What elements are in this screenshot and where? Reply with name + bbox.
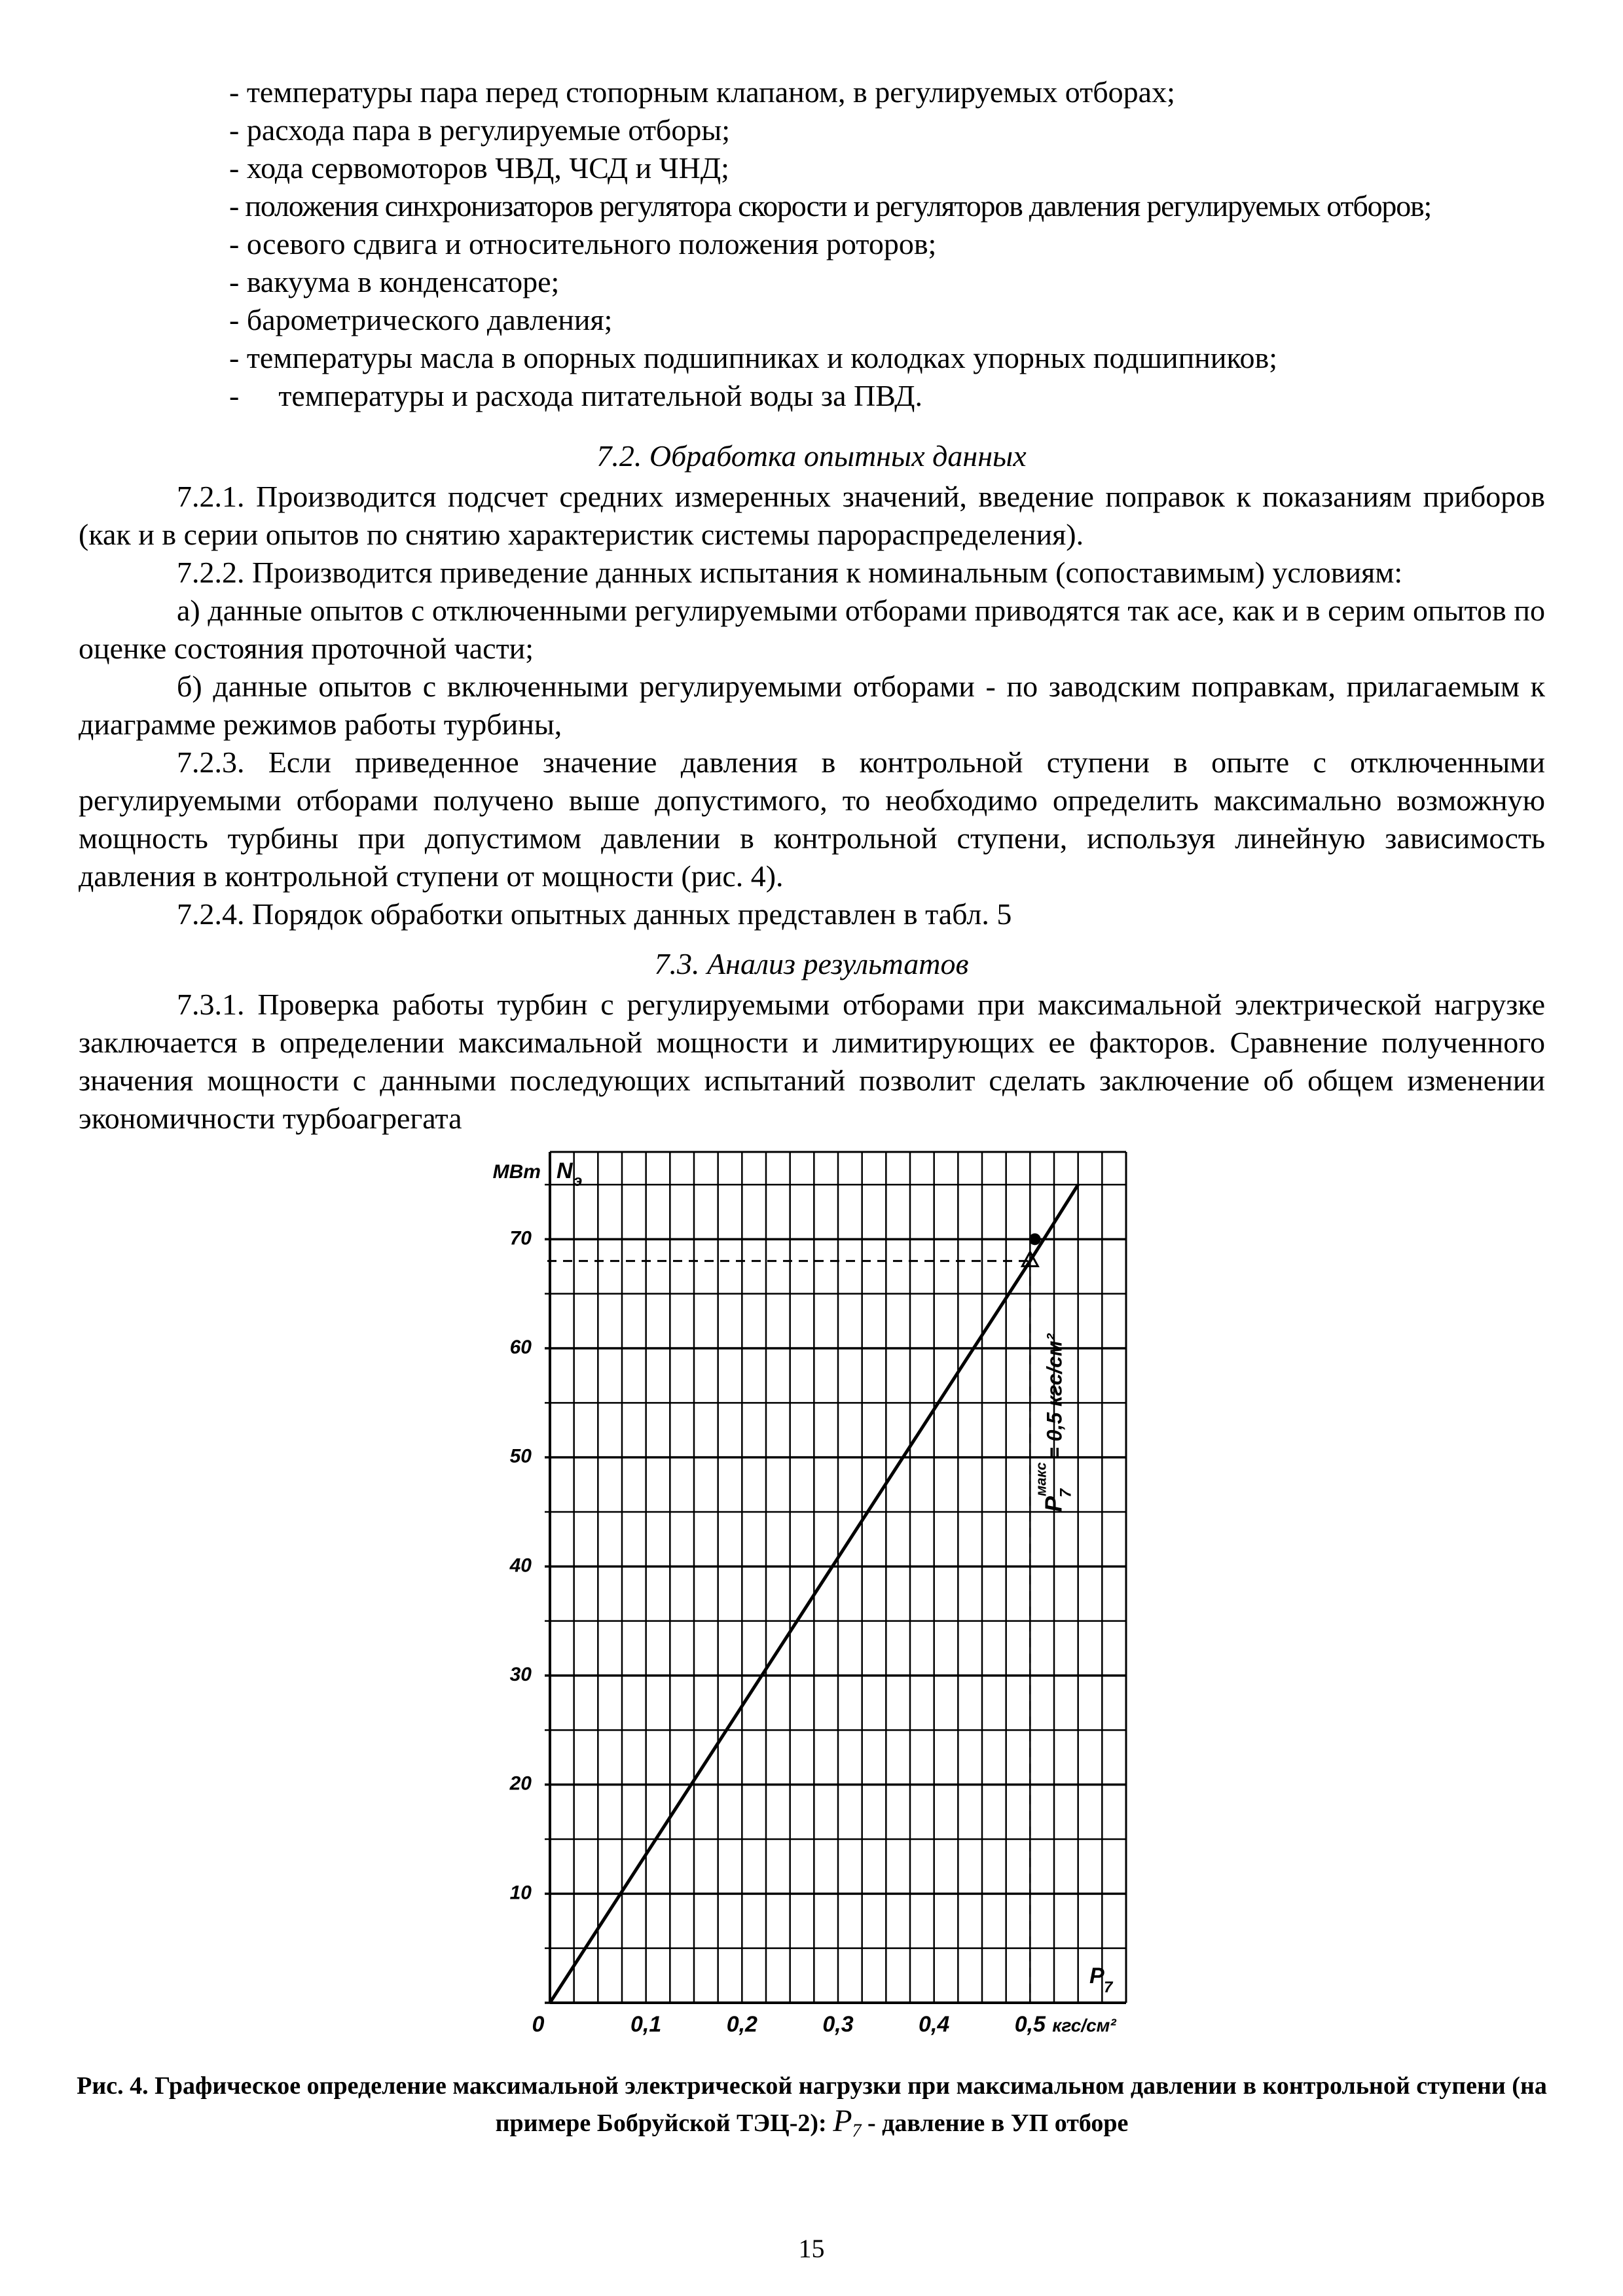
limit-label-value: = 0,5 кгс/см²	[1042, 1333, 1067, 1460]
x-tick-label: 0	[532, 2012, 545, 2037]
limit-label-sub: 7	[1057, 1488, 1075, 1498]
figure-caption	[72, 2068, 1552, 2149]
section-7-3-body	[79, 986, 1545, 1138]
x-unit-label: кгс/см²	[1052, 2015, 1116, 2036]
section-heading-7-2: 7.2. Обработка опытных данных	[596, 439, 1027, 473]
figure-caption-text: Рис. 4. Графическое определение максимальной электрической нагрузки при максимальном давлении в контрольной ступени (на примере Бобруйской ТЭЦ-2):	[77, 2072, 1547, 2137]
y-tick-label: 40	[509, 1554, 532, 1577]
caption-symbol-sub: 7	[852, 2121, 862, 2142]
x-tick-label: 0,2	[726, 2012, 757, 2037]
x-symbol-label: P	[1089, 1964, 1104, 1988]
paragraph-7-2-1: 7.2.1. Производится подсчет средних измеренных значений, введение поправок к показаниям приборов (как и в серии опытов по снятию характеристик системы парораспределения).	[79, 480, 1545, 551]
limit-label-sup: макс	[1032, 1462, 1049, 1496]
y-tick-label: 70	[509, 1227, 532, 1249]
x-tick-label: 0,5	[1014, 2012, 1046, 2037]
paragraph-7-2-4: 7.2.4. Порядок обработки опытных данных представлен в табл. 5	[177, 897, 1012, 931]
x-tick-label: 0,4	[919, 2012, 950, 2037]
paragraph-7-2-2-b: б) данные опытов с включенными регулируемыми отборами - по заводским поправкам, прилагаемым к диаграмме режимов работы турбины,	[79, 670, 1545, 741]
section-7-2-body	[79, 478, 1545, 933]
x-tick-label: 0,1	[630, 2012, 662, 2037]
measured-point	[1029, 1233, 1041, 1245]
paragraph-7-3-1: 7.3.1. Проверка работы турбин с регулируемыми отборами при максимальной электрической нагрузке заключается в определении максимальной мощности и лимитирующих ее факторов. Сравнение полученного значения мощности с данными последующих испытаний позволит сделать заключение об общем изменении экономичности турбоагрегата	[79, 988, 1545, 1135]
y-symbol-label: N	[556, 1158, 573, 1183]
paragraph-7-2-2: 7.2.2. Производится приведение данных испытания к номинальным (сопоставимым) условиям:	[177, 556, 1403, 589]
y-tick-label: 30	[509, 1664, 532, 1685]
page-number: 15	[798, 2234, 825, 2263]
list-item: - барометрического давления;	[229, 303, 613, 336]
list-item: - осевого сдвига и относительного положения роторов;	[229, 227, 937, 260]
list-dash: -	[229, 379, 240, 412]
list-item: - вакуума в конденсаторе;	[229, 265, 560, 298]
figure-caption-text-end: - давление в УП отборе	[861, 2109, 1129, 2137]
x-symbol-sub-label: 7	[1104, 1979, 1113, 1996]
y-symbol-sub-label: э	[574, 1172, 583, 1190]
list-item: - температуры пара перед стопорным клапаном, в регулируемых отборах;	[229, 75, 1175, 109]
x-tick-label: 0,3	[822, 2012, 854, 2037]
list-item	[229, 377, 1545, 415]
power-vs-pressure-chart	[471, 1132, 1165, 2049]
measurement-list	[229, 73, 1545, 415]
list-item: - расхода пара в регулируемые отборы;	[229, 113, 731, 147]
y-tick-label: 50	[509, 1445, 532, 1467]
list-item: - температуры масла в опорных подшипниках и колодках упорных подшипников;	[229, 341, 1277, 374]
y-tick-label: 60	[509, 1336, 532, 1358]
paragraph-7-2-3: 7.2.3. Если приведенное значение давления в контрольной ступени в опыте с отключенными регулируемыми отборами получено выше допустимого, то необходимо определить максимально возможную мощность турбины при допустимом давлении в контрольной ступени, используя линейную зависимость давления в контрольной ступени от мощности (рис. 4).	[79, 745, 1545, 893]
list-item-text: температуры и расхода питательной воды за ПВД.	[278, 379, 923, 412]
y-unit-label: МВт	[492, 1161, 541, 1183]
list-item: - положения синхронизаторов регулятора скорости и регуляторов давления регулируемых отборов;	[229, 189, 1432, 223]
limit-label-symbol: P	[1040, 1496, 1067, 1512]
y-tick-label: 10	[509, 1882, 532, 1904]
caption-symbol: P	[833, 2104, 852, 2138]
y-tick-label: 20	[509, 1772, 532, 1795]
list-item: - хода сервомоторов ЧВД, ЧСД и ЧНД;	[229, 151, 729, 185]
section-heading-7-3: 7.3. Анализ результатов	[654, 947, 969, 980]
paragraph-7-2-2-a: а) данные опытов с отключенными регулируемыми отборами приводятся так асе, как и в серим опытов по оценке состояния проточной части;	[79, 594, 1545, 665]
